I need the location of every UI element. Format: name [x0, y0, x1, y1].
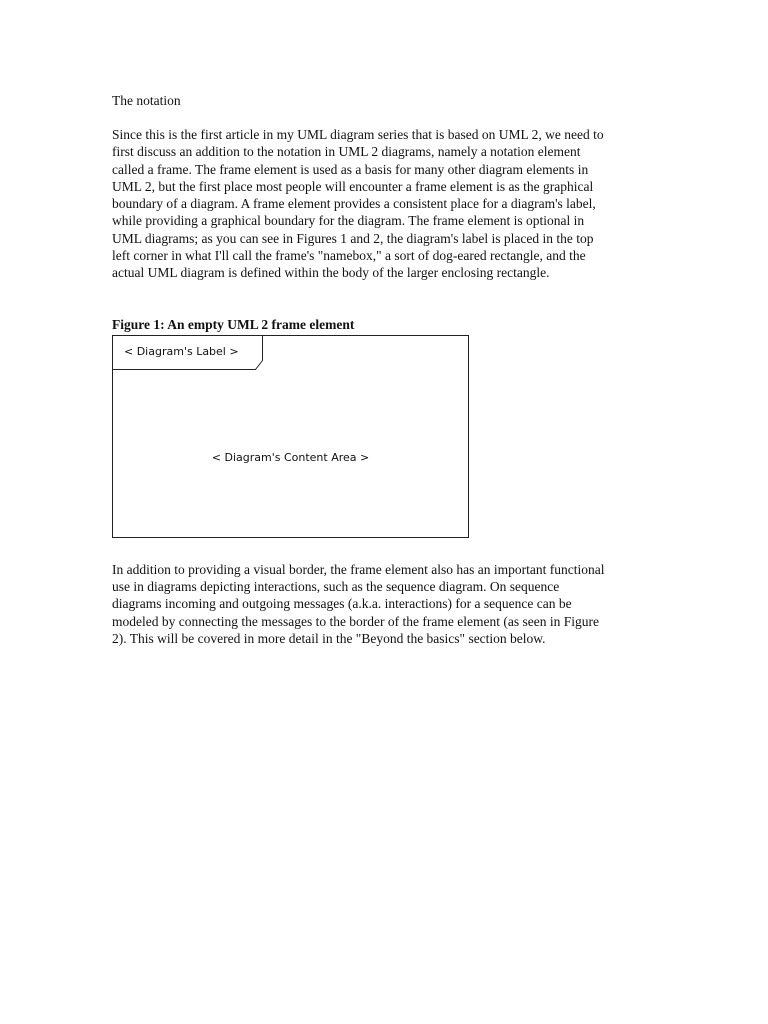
document-page — [112, 92, 657, 647]
content-area-label: < Diagram's Content Area > — [211, 450, 370, 464]
uml-frame-figure — [112, 335, 469, 539]
section-heading: The notation — [112, 93, 181, 108]
intro-paragraph: Since this is the first article in my UML diagram series that is based on UML 2, we need to first discuss an addition to the notation in UML 2 diagrams, namely a notation element called a frame. The frame element is used as a basis for many other diagram elements in UML 2, but the first place most people will encounter a frame element is as the graphical boundary of a diagram. A frame element provides a consistent place for a diagram's label, while providing a graphical boundary for the diagram. The frame element is optional in UML diagrams; as you can see in Figures 1 and 2, the diagram's label is placed in the top left corner in what I'll call the frame's "namebox," a sort of dog-eared rectangle, and the actual UML diagram is defined within the body of the larger enclosing rectangle. — [112, 127, 604, 281]
namebox-label: < Diagram's Label > — [124, 344, 239, 358]
followup-paragraph: In addition to providing a visual border, the frame element also has an important functional use in diagrams depicting interactions, such as the sequence diagram. On sequence diagrams incoming and outgoing messages (a.k.a. interactions) for a sequence can be modeled by connecting the messages to the border of the frame element (as seen in Figure 2). This will be covered in more detail in the "Beyond the basics" section below. — [112, 561, 605, 646]
figure-caption: Figure 1: An empty UML 2 frame element — [112, 316, 355, 332]
frame-border — [113, 335, 469, 537]
frame-drawing — [112, 335, 469, 539]
